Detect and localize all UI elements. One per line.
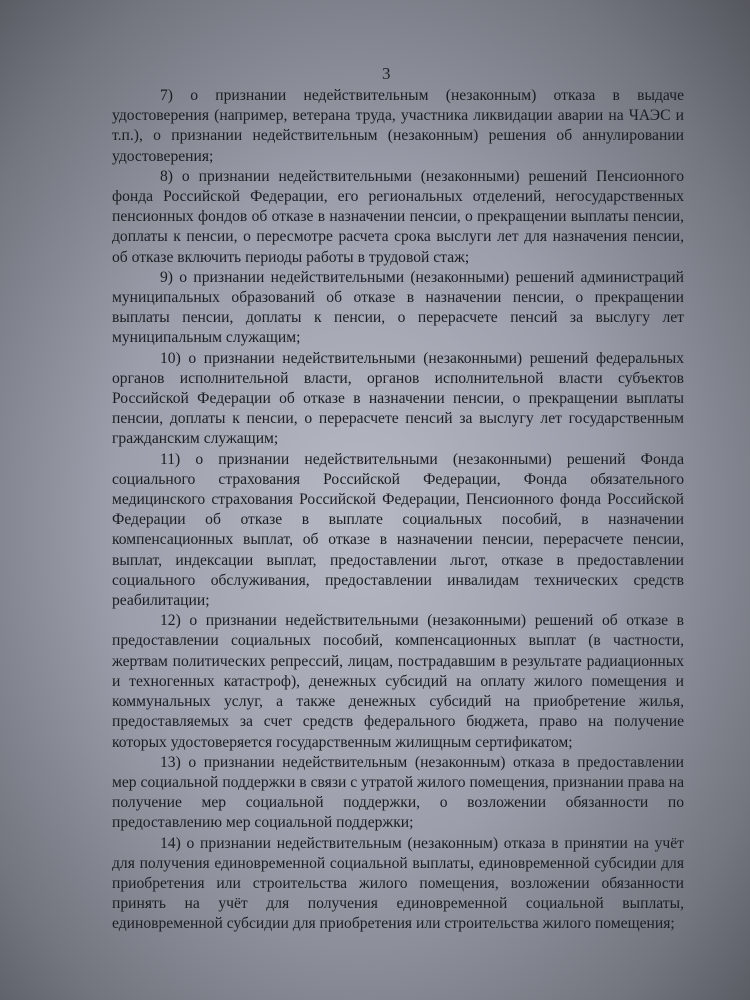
paragraph-item-9: 9) о признании недействительными (незаконными) решений администраций муниципальных образований об отказе в назначении пенсии, о прекращении выплаты пенсии, доплаты к пенсии, о перерасчете пенсий за выслугу лет муниципальным служащим; — [112, 268, 684, 347]
paragraph-item-12: 12) о признании недействительными (незаконными) решений об отказе в предоставлении социальных пособий, компенсационных выплат (в частности, жертвам политических репрессий, лицам, пострадавшим в результате радиационных и техногенных катастроф), денежных субсидий на оплату жилого помещения и коммунальных услуг, а также денежных субсидий на приобретение жилья, предоставляемых за счет средств федерального бюджета, право на получение которых удостоверяется государственным жилищным сертификатом; — [112, 612, 684, 751]
page-number: 3 — [382, 64, 391, 83]
paragraph-item-8: 8) о признании недействительными (незаконными) решений Пенсионного фонда Российской Федерации, его региональных отделений, негосударственных пенсионных фондов об отказе в назначении пенсии, о прекращении выплаты пенсии, доплаты к пенсии, о пересмотре расчета срока выслуги лет для назначения пенсии, об отказе включить периоды работы в трудовой стаж; — [112, 167, 684, 266]
paragraph-item-11: 11) о признании недействительными (незаконными) решений Фонда социального страхования Российской Федерации, Фонда обязательного медицинского страхования Российской Федерации, Пенсионного фонда Российской Федерации об отказе в выплате социальных пособий, в назначении компенсационных выплат, об отказе в назначении пенсии, перерасчете пенсии, выплат, индексации выплат, предоставлении льгот, отказе в предоставлении социального обслуживания, предоставлении инвалидам технических средств реабилитации; — [112, 450, 684, 610]
paragraph-item-10: 10) о признании недействительными (незаконными) решений федеральных органов исполнительной власти, органов исполнительной власти субъектов Российской Федерации об отказе в назначении пенсии, о прекращении выплаты пенсии, доплаты к пенсии, о перерасчете пенсий за выслугу лет государственным гражданским служащим; — [112, 349, 684, 448]
document-body — [112, 86, 684, 935]
paragraph-item-7: 7) о признании недействительным (незаконным) отказа в выдаче удостоверения (например, ветерана труда, участника ликвидации аварии на ЧАЭС и т.п.), о признании недействительным (незаконным) решения об аннулировании удостоверения; — [112, 87, 684, 165]
paragraph-item-13: 13) о признании недействительным (незаконным) отказа в предоставлении мер социальной поддержки в связи с утратой жилого помещения, признании права на получение мер социальной поддержки, о возложении обязанности по предоставлению мер социальной поддержки; — [112, 753, 684, 832]
paragraph-item-14: 14) о признании недействительным (незаконным) отказа в принятии на учёт для получения единовременной социальной выплаты, единовременной субсидии для приобретения или строительства жилого помещения, возложении обязанности принять на учёт для получения единовременной социальной выплаты, единовременной субсидии для приобретения или строительства жилого помещения; — [112, 834, 684, 933]
